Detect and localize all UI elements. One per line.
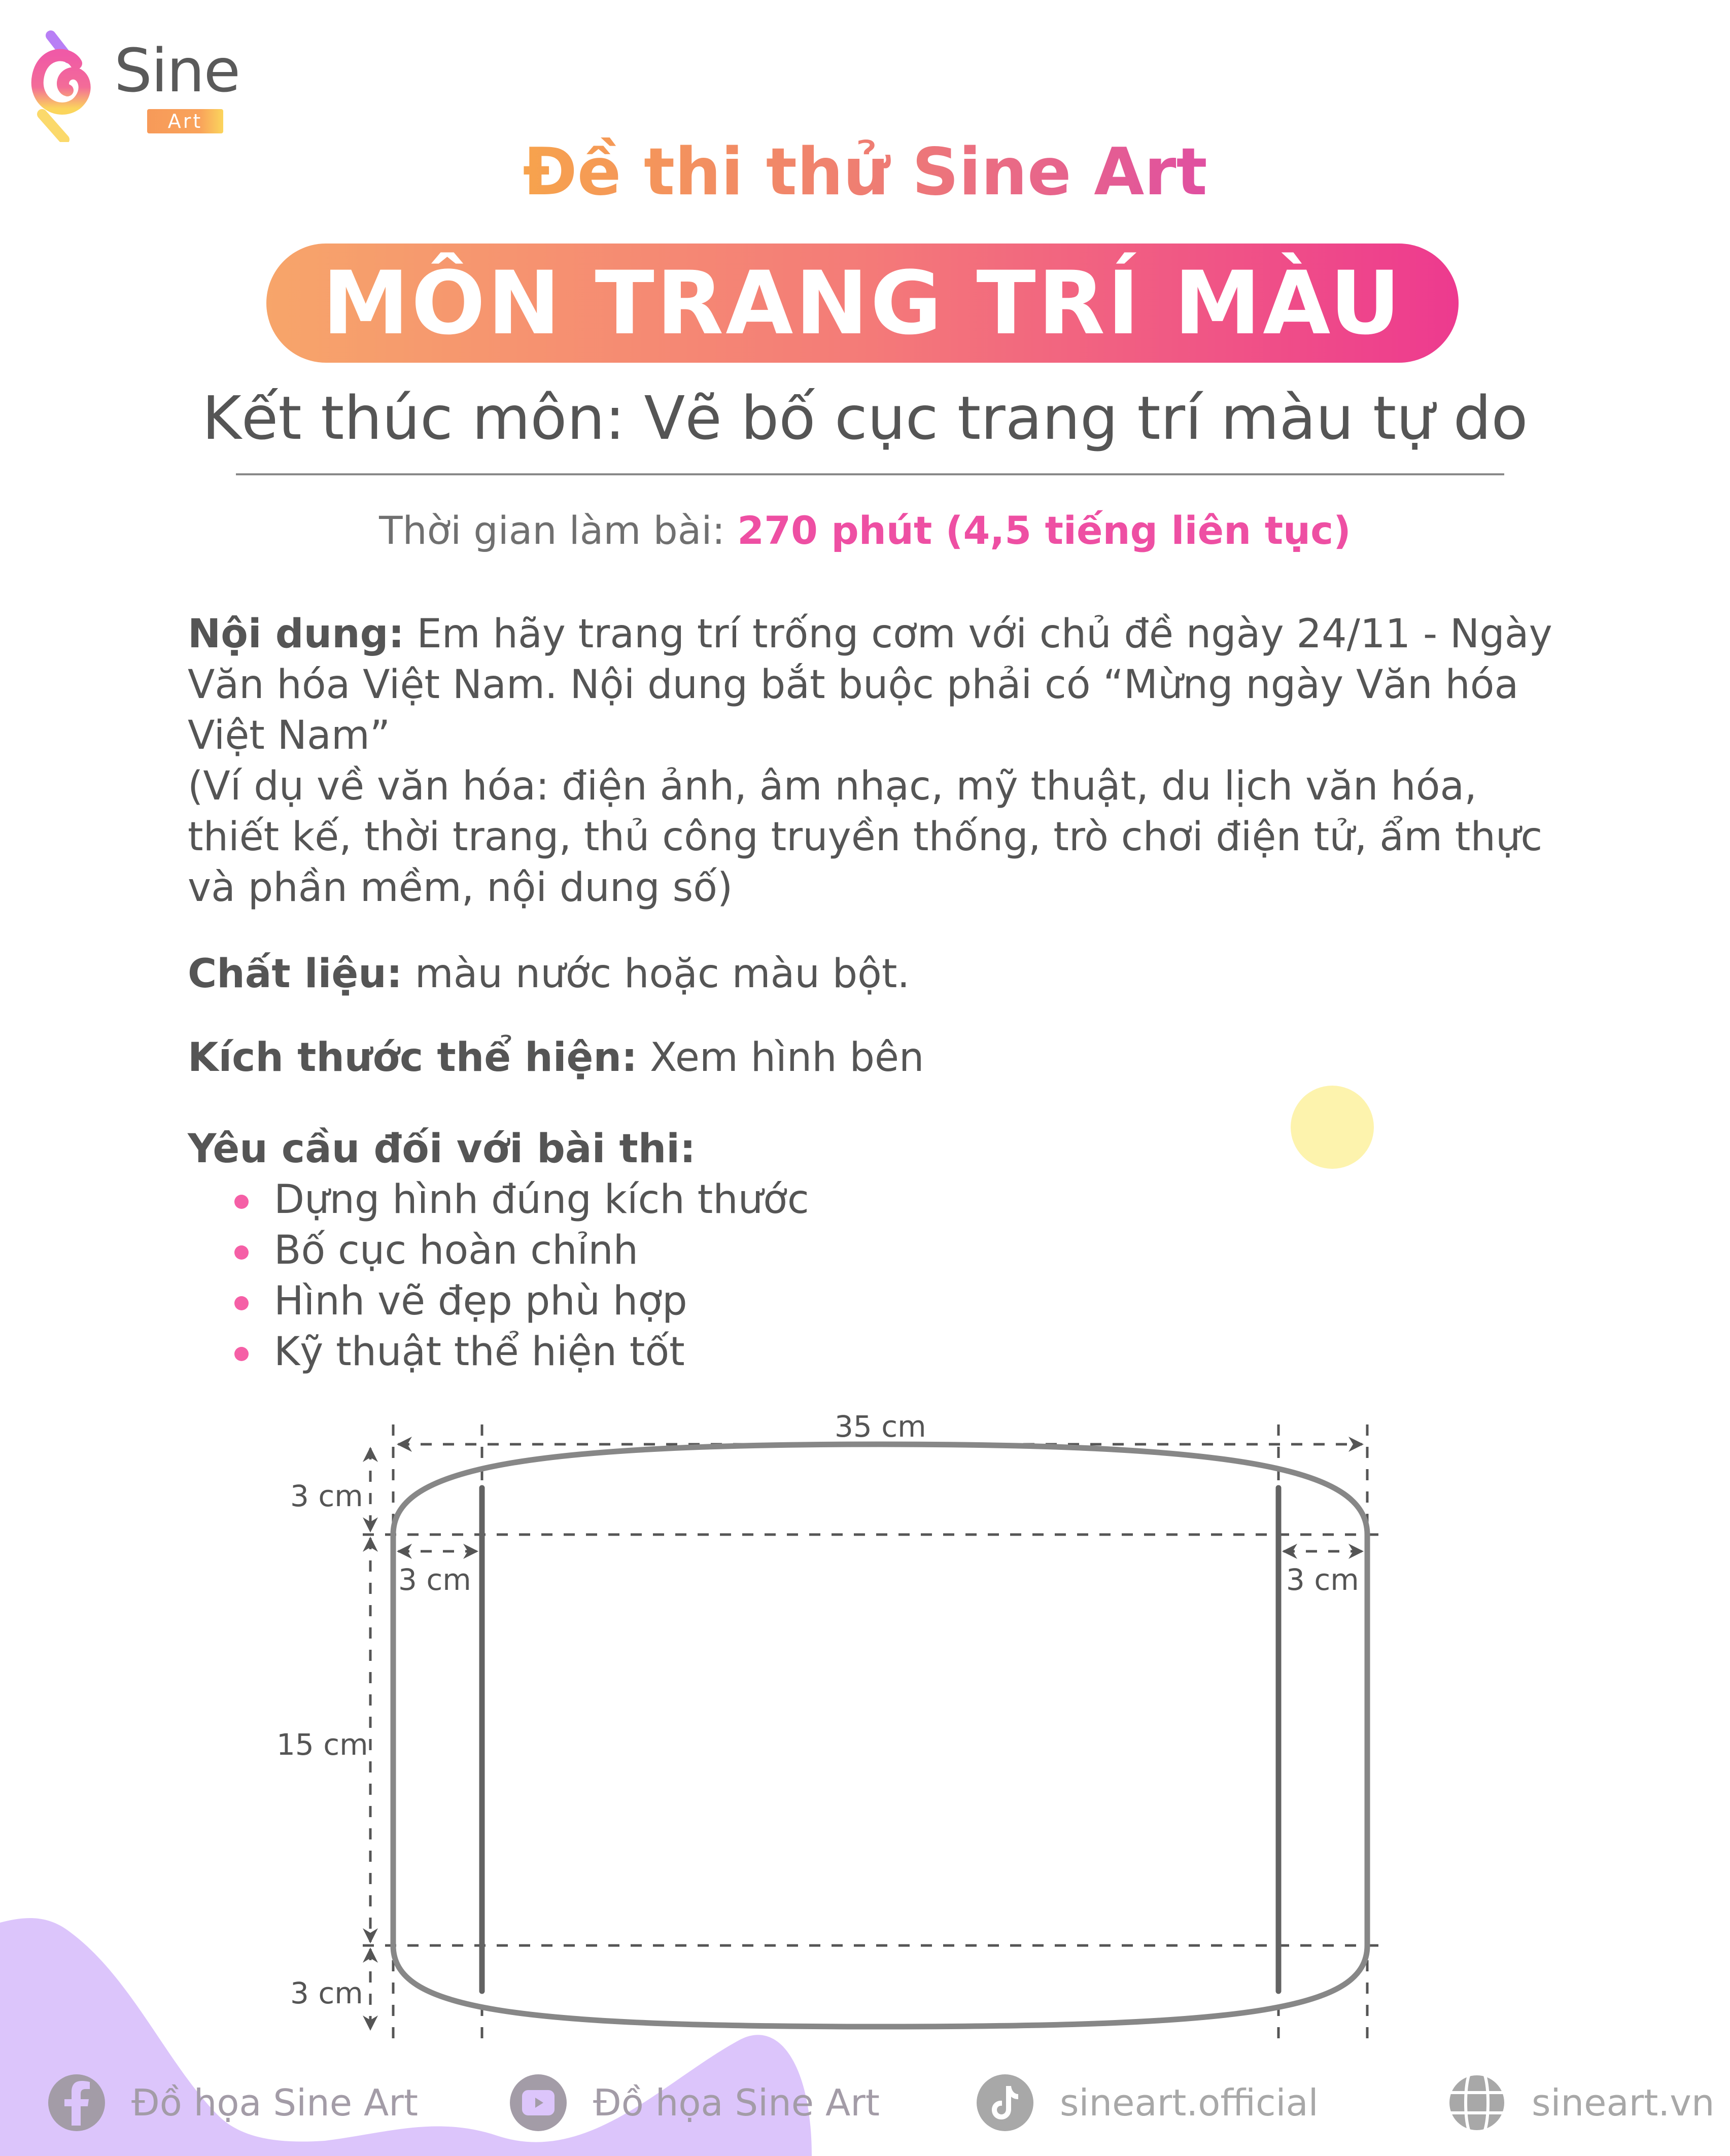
right-band-label: 3 cm [1286,1562,1359,1597]
footer-facebook-text: Đồ họa Sine Art [131,2081,419,2124]
material-label: Chất liệu: [188,951,402,997]
size-label: Kích thước thể hiện: [188,1035,638,1081]
logo-tag: Art [147,109,223,133]
duration-value: 270 phút (4,5 tiếng liên tục) [737,508,1351,553]
kicker-text: Đề thi thử Sine Art [523,134,1207,210]
content-examples: (Ví dụ về văn hóa: điện ảnh, âm nhạc, mỹ thuật, du lịch văn hóa, thiết kế, thời trang, thủ công truyền thống, trò chơi điện tử, ẩm thực và phần mềm, nội dung số) [188,763,1543,911]
duration-label: Thời gian làm bài: [379,508,738,553]
requirements-label: Yêu cầu đối với bài thi: [188,1126,696,1172]
youtube-icon [510,2074,567,2131]
material-text: màu nước hoặc màu bột. [402,951,910,997]
facebook-icon [48,2074,105,2131]
requirement-text: Kỹ thuật thể hiện tốt [274,1329,685,1375]
logo-wordmark: Sine [114,36,240,106]
left-band-label: 3 cm [398,1562,471,1597]
requirement-text: Dựng hình đúng kích thước [274,1177,809,1223]
content-text: Em hãy trang trí trống cơm với chủ đề ngày 24/11 - Ngày Văn hóa Việt Nam. Nội dung bắt buộc phải có “Mừng ngày Văn hóa Việt Nam” [188,611,1552,758]
size-text: Xem hình bên [637,1035,924,1081]
footer-website-text: sineart.vn [1532,2081,1715,2124]
bottom-cap-label: 3 cm [290,1976,363,2010]
footer-youtube[interactable] [510,2075,880,2131]
body-height-label: 15 cm [276,1727,368,1762]
page-subtitle: Kết thúc môn: Vẽ bố cục trang trí màu tự do [202,383,1528,453]
requirement-text: Hình vẽ đẹp phù hợp [274,1278,687,1324]
top-cap-label: 3 cm [290,1479,363,1513]
banner-title: MÔN TRANG TRÍ MÀU [322,252,1403,354]
globe-icon [1448,2074,1505,2131]
footer-tiktok-text: sineart.official [1060,2081,1319,2124]
tiktok-icon [977,2074,1033,2131]
footer-facebook[interactable] [48,2075,418,2131]
width-label: 35 cm [835,1409,926,1444]
footer-tiktok[interactable] [977,2075,1319,2131]
footer-website[interactable] [1448,2075,1715,2131]
content-label: Nội dung: [188,611,404,657]
requirement-text: Bố cục hoàn chỉnh [274,1228,639,1273]
footer-youtube-text: Đồ họa Sine Art [593,2081,880,2124]
